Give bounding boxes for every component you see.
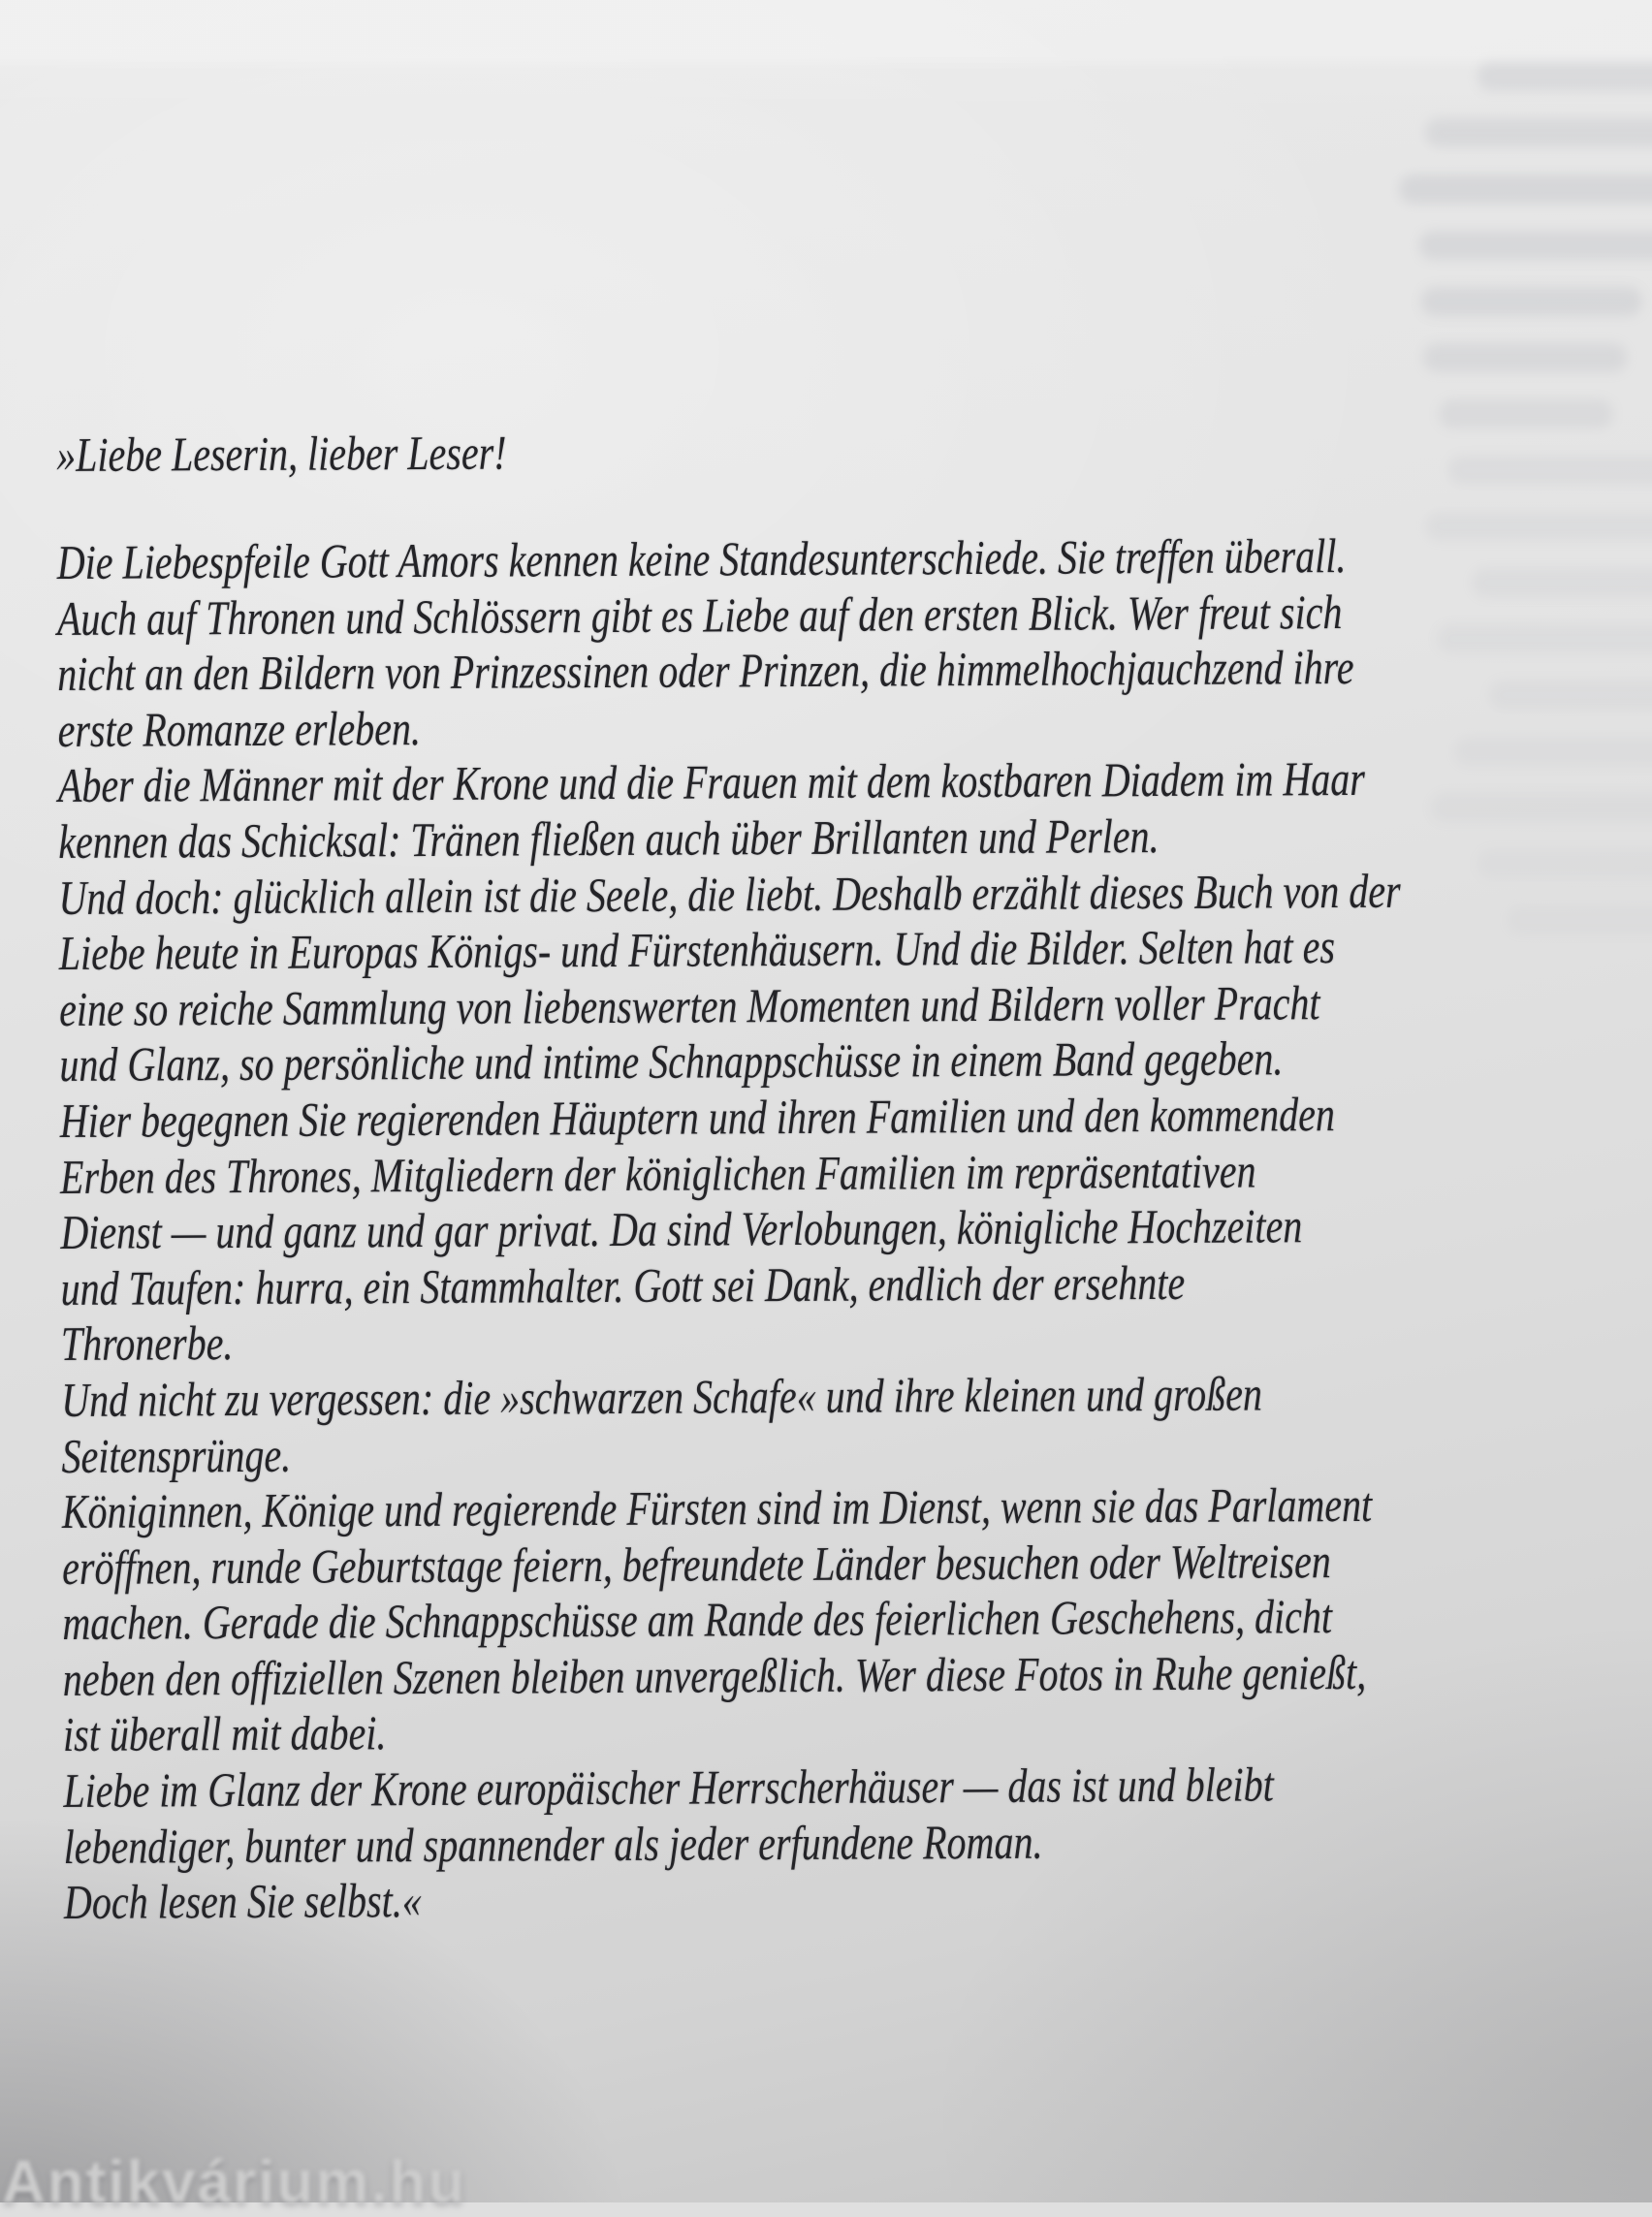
showthrough-line (1477, 62, 1652, 91)
text-line: nicht an den Bildern von Prinzessinen oder Prinzen, die himmelhochjauchzend ihre (57, 640, 1354, 702)
showthrough-line (1399, 174, 1652, 204)
text-line: Thronerbe. (60, 1315, 234, 1372)
text-line: erste Romanze erleben. (57, 700, 422, 757)
page-heading: »Liebe Leserin, lieber Leser! (56, 425, 507, 482)
watermark-antikvarium: Antikvárium.hu (2, 2149, 467, 2216)
body-text (57, 526, 1652, 1931)
text-line: und Taufen: hurra, ein Stammhalter. Gott sei Dank, endlich der ersehnte (60, 1254, 1186, 1315)
showthrough-line (1425, 118, 1652, 147)
text-line: Dienst — und ganz und gar privat. Da sind Verlobungen, königliche Hochzeiten (60, 1198, 1303, 1260)
text-line: machen. Gerade die Schnappschüsse am Rande des feierlichen Geschehens, dicht (62, 1589, 1333, 1651)
showthrough-line (1419, 231, 1652, 260)
text-line: neben den offiziellen Szenen bleiben unvergeßlich. Wer diese Fotos in Ruhe genießt, (62, 1644, 1367, 1706)
text-line: Doch lesen Sie selbst.« (63, 1873, 422, 1930)
text-line: Seitensprünge. (61, 1427, 292, 1483)
text-line: ist überall mit dabei. (62, 1705, 387, 1762)
text-line: Königinnen, Könige und regierende Fürsten sind im Dienst, wenn sie das Parlament (61, 1477, 1373, 1539)
text-line: kennen das Schicksal: Tränen fließen auch über Brillanten und Perlen. (58, 808, 1160, 869)
text-line: Liebe heute in Europas Königs- und Fürstenhäusern. Und die Bilder. Selten hat es (58, 919, 1336, 981)
text-line: Hier begegnen Sie regierenden Häuptern und ihren Familien und den kommenden (59, 1087, 1336, 1148)
text-line: und Glanz, so persönliche und intime Schnappschüsse in einem Band gegeben. (59, 1030, 1284, 1093)
text-line: Aber die Männer mit der Krone und die Frauen mit dem kostbaren Diadem im Haar (57, 751, 1366, 813)
text-line: eine so reiche Sammlung von liebenswerten Momenten und Bildern voller Pracht (58, 974, 1320, 1036)
text-line: Erben des Thrones, Mitgliedern der königlichen Familien im repräsentativen (59, 1143, 1256, 1204)
text-line: Die Liebespfeile Gott Amors kennen keine Standesunterschiede. Sie treffen überall. (56, 528, 1347, 589)
showthrough-line (1423, 343, 1627, 372)
text-line: lebendiger, bunter und spannender als jeder erfundene Roman. (63, 1814, 1043, 1874)
foreword-text-block (56, 418, 1652, 1931)
text-line: Liebe im Glanz der Krone europäischer Herrscherhäuser — das ist und bleibt (63, 1757, 1274, 1819)
text-line: Und nicht zu vergessen: die »schwarzen Schafe« und ihre kleinen und großen (61, 1366, 1263, 1427)
showthrough-line (1421, 287, 1642, 316)
text-line: eröffnen, runde Geburtstage feiern, befreundete Länder besuchen oder Weltreisen (62, 1533, 1331, 1595)
text-line: Auch auf Thronen und Schlössern gibt es Liebe auf den ersten Blick. Wer freut sich (56, 584, 1343, 646)
text-line: Und doch: glücklich allein ist die Seele, die liebt. Deshalb erzählt dieses Buch von der (58, 863, 1401, 925)
